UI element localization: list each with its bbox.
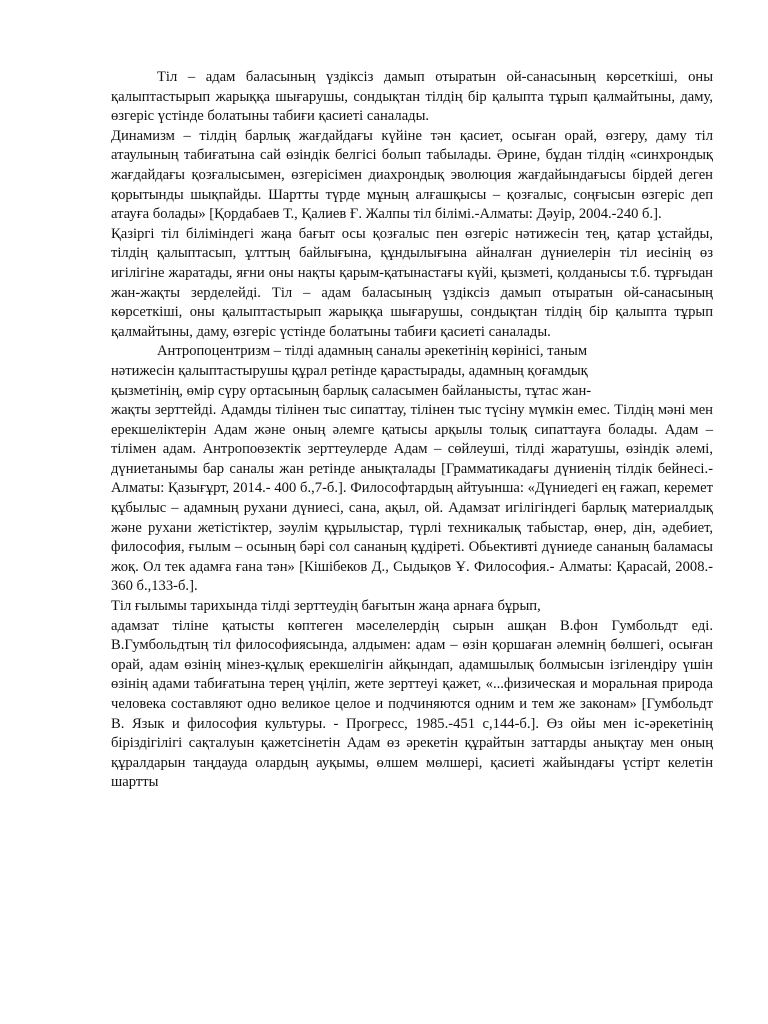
paragraph-anthropocentrism <box>111 342 713 597</box>
document-page <box>111 68 713 793</box>
paragraph-anthropocentrism-body: жақты зерттейді. Адамды тілінен тыс сипаттау, тілінен тыс түсіну мүмкін емес. Тілдің мәні мен ерекшеліктерін Адам және оның әлемге қатысы арқылы толық сипаттауға болады. Адам – тілімен адам. Антропоөзектік зерттеулерде Адам – сөйлеуші, тілді жаратушы, өзіндік әлемі, дүниетанымы бар саналы жан ретінде анықталады [Грамматикадағы дүниенің тілдік бейнесі.-Алматы: Қазығұрт, 2014.- 400 б.,7-б.]. Философтардың айтуынша: «Дүниедегі ең ғажап, керемет құбылыс – адамның рухани дүниесі, сана, ақыл, ой. Адамзат игілігіндегі барлық материалдық және рухани жетістіктер, зәулім құрылыстар, түрлі техникалық табыстар, өнер, дін, әдебиет, философия, ғылым – осының бәрі сол сананың құдіреті. Обьективті дүниеде сананың баламасы жоқ. Ол тек адамға ғана тән» [Кішібеков Д., Сыдықов Ұ. Философия.- Алматы: Қарасай, 2008.- 360 б.,133-б.]. <box>111 402 713 595</box>
paragraph-dynamism: Динамизм – тілдің барлық жағдайдағы күйіне тән қасиет, осыған орай, өзгеру, даму тіл атаулының табиғатына сай өзіндік белгісі болып табылады. Әрине, бұдан тілдің «синхрондық жағдайдағы қозғалысымен, өзгерісімен диахрондық эволюция жағдайындағысы бірдей деген қорытынды шықпайды. Шартты түрде мұның алғашқысы – қозғалыс, соңғысын өзгеріс деп атауға болады» [Қордабаев Т., Қалиев Ғ. Жалпы тіл білімі.-Алматы: Дәуір, 2004.-240 б.]. <box>111 127 713 223</box>
paragraph-language-definition: Тіл – адам баласының үздіксіз дамып отыратын ой-санасының көрсеткіші, оны қалыптастырып жарыққа шығарушы, сондықтан тілдің бір қалыпта тұрып қалмайтыны, даму, өзгеріс үстінде болатыны табиғи қасиеті саналады. <box>111 69 713 125</box>
text-line: нәтижесін қалыптастырушы құрал ретінде қарастырады, адамның қоғамдық <box>111 362 588 379</box>
paragraph-modern-linguistics: Қазіргі тіл біліміндегі жаңа бағыт осы қозғалыс пен өзгеріс нәтижесін тең, қатар ұстайды, тілдің қалыптасып, ұлттың байлығына, құндылығына айналған дүниелерін тіл иесінің өз игілігіне жаратады, яғни оны нақты қарым-қатынастағы күйі, қызметі, қолданысы т.б. тұрғыдан жан-жақты зерделейді. Тіл – адам баласының үздіксіз дамып отыратын ой-санасының көрсеткіші, оны қалыптастырып жарыққа шығарушы, сондықтан тілдің бір қалыпта тұрып қалмайтыны, даму, өзгеріс үстінде болатыны табиғи қасиеті саналады. <box>111 225 713 340</box>
text-line: Тіл ғылымы тарихында тілді зерттеудің бағытын жаңа арнаға бұрып, <box>111 598 541 615</box>
text-line: Антропоцентризм – тілді адамның саналы әрекетінің көрінісі, таным <box>157 343 588 360</box>
paragraph-humboldt <box>111 597 713 793</box>
text-line: қызметінің, өмір сүру ортасының барлық саласымен байланысты, тұтас жан- <box>111 382 592 399</box>
paragraph-humboldt-body: адамзат тіліне қатысты көптеген мәселелердің сырын ашқан В.фон Гумбольдт еді. В.Гумбольдтың тіл философиясында, алдымен: адам – өзін қоршаған әлемнің бөлшегі, осыған орай, адам өзінің мінез-құлық ерекшелігін айқындап, адамшылық болмысын ізгілендіру үшін өзінің адами табиғатына терең үңіліп, жете зерттеуі қажет, «...физическая и моральная природа человека составляют одно великое целое и подчиняются одним и тем же законам» [Гумбольдт В. Язык и философия культуры. - Прогресс, 1985.-451 с,144-б.]. Өз ойы мен іс-әрекетінің біріздігілігі сақталуын қажетсінетін Адам өз әрекетін құрайтын заттарды анықтау мен оның құралдарын таңдауда олардың ауқымы, өлшем мөлшері, қасиеті жайындағы үстірт келетін шартты <box>111 617 713 791</box>
